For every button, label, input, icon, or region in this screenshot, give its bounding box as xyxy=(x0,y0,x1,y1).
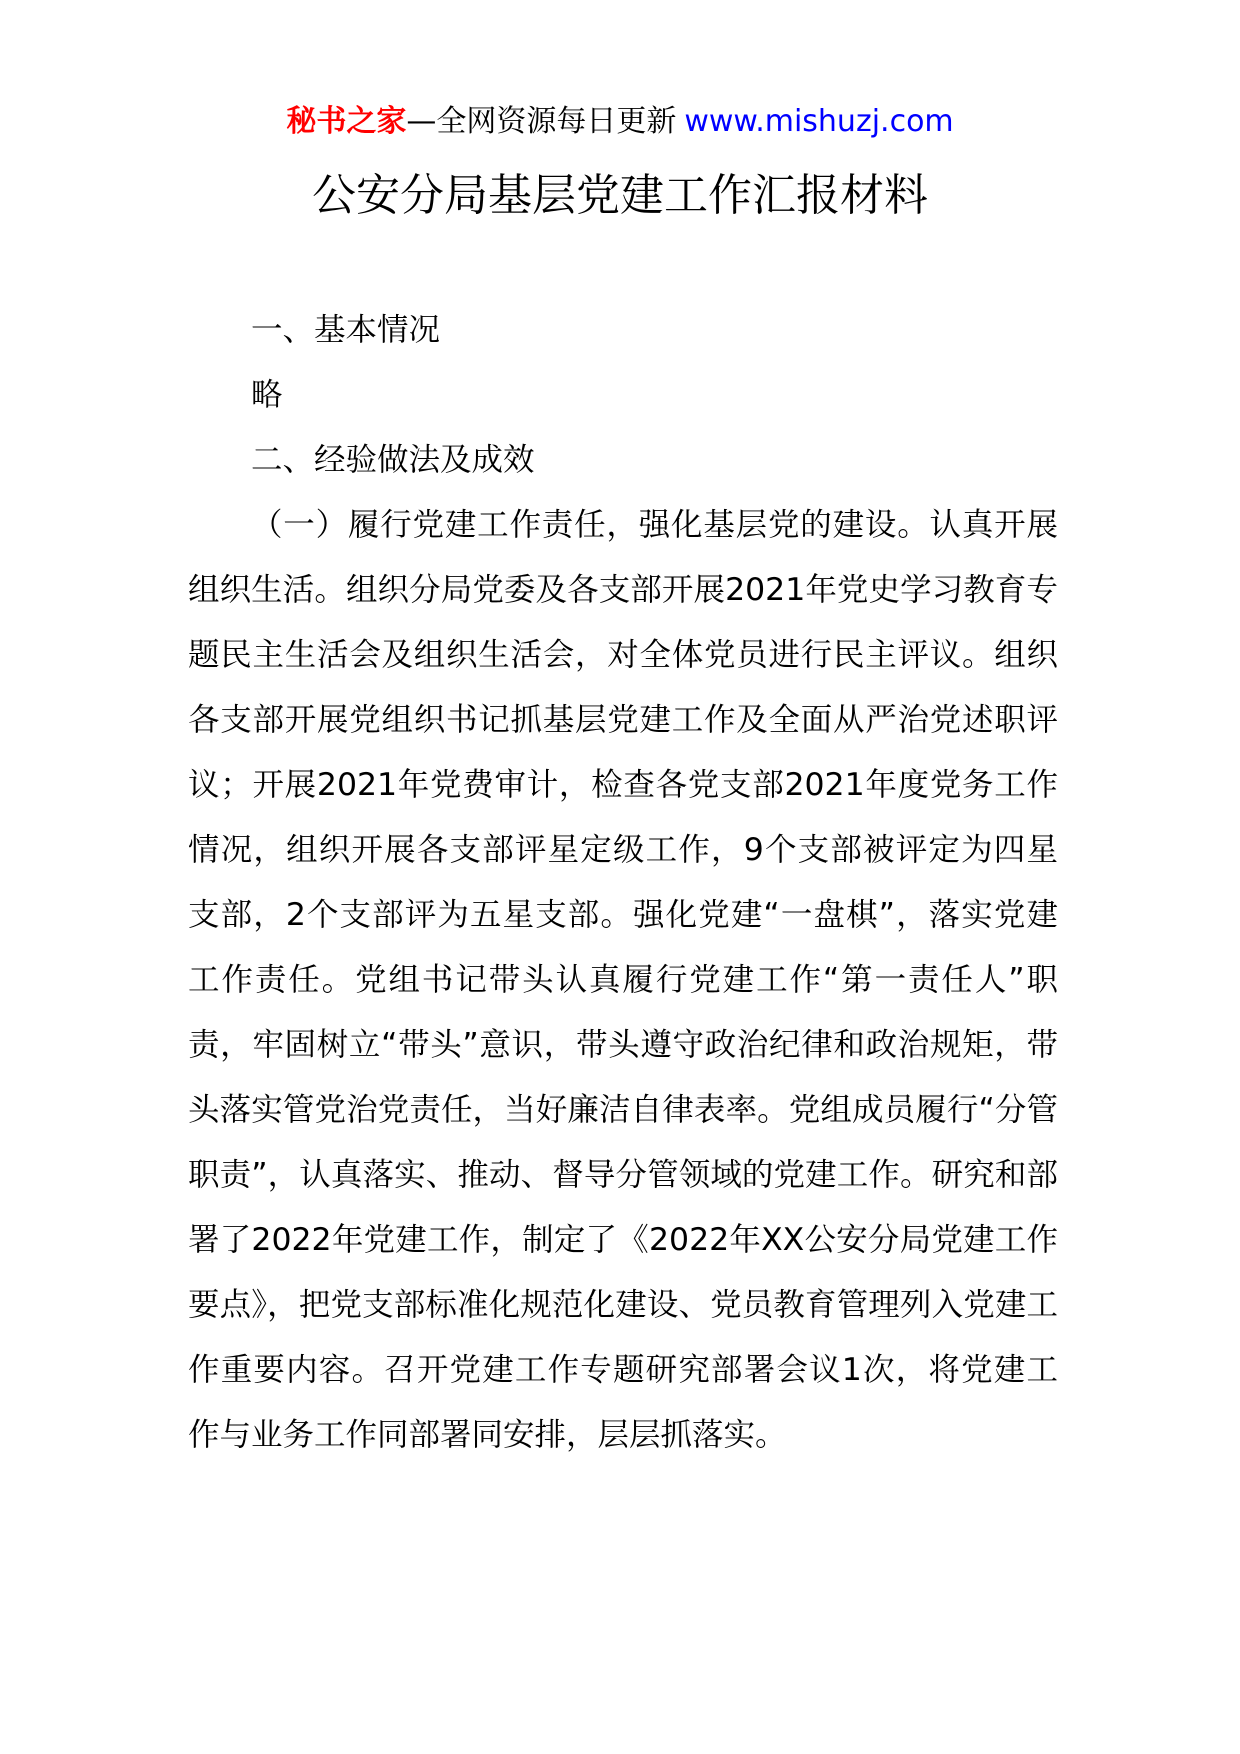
section-heading-basic: 一、基本情况 xyxy=(251,312,441,348)
section-text-omitted: 略 xyxy=(251,377,283,413)
site-url: www.mishuzj.com xyxy=(684,104,954,139)
document-body xyxy=(188,298,1058,1468)
site-banner xyxy=(0,102,1240,142)
site-tagline: —全网资源每日更新 xyxy=(406,104,677,139)
document-title: 公安分局基层党建工作汇报材料 xyxy=(312,170,928,221)
body-paragraph: （一）履行党建工作责任，强化基层党的建设。认真开展组织生活。组织分局党委及各支部开展2021年党史学习教育专题民主生活会及组织生活会，对全体党员进行民主评议。组织各支部开展党组织书记抓基层党建工作及全面从严治党述职评议；开展2021年党费审计，检查各党支部2021年度党务工作情况，组织开展各支部评星定级工作，9个支部被评定为四星支部，2个支部评为五星支部。强化党建“一盘棋”，落实党建工作责任。党组书记带头认真履行党建工作“第一责任人”职责，牢固树立“带头”意识，带头遵守政治纪律和政治规矩，带头落实管党治党责任，当好廉洁自律表率。党组成员履行“分管职责”，认真落实、推动、督导分管领域的党建工作。研究和部署了2022年党建工作，制定了《2022年XX公安分局党建工作要点》，把党支部标准化规范化建设、党员教育管理列入党建工作重要内容。召开党建工作专题研究部署会议1次，将党建工作与业务工作同部署同安排，层层抓落实。 xyxy=(188,507,1058,1453)
site-brand: 秘书之家 xyxy=(286,104,407,139)
section-heading-experience: 二、经验做法及成效 xyxy=(251,442,535,478)
